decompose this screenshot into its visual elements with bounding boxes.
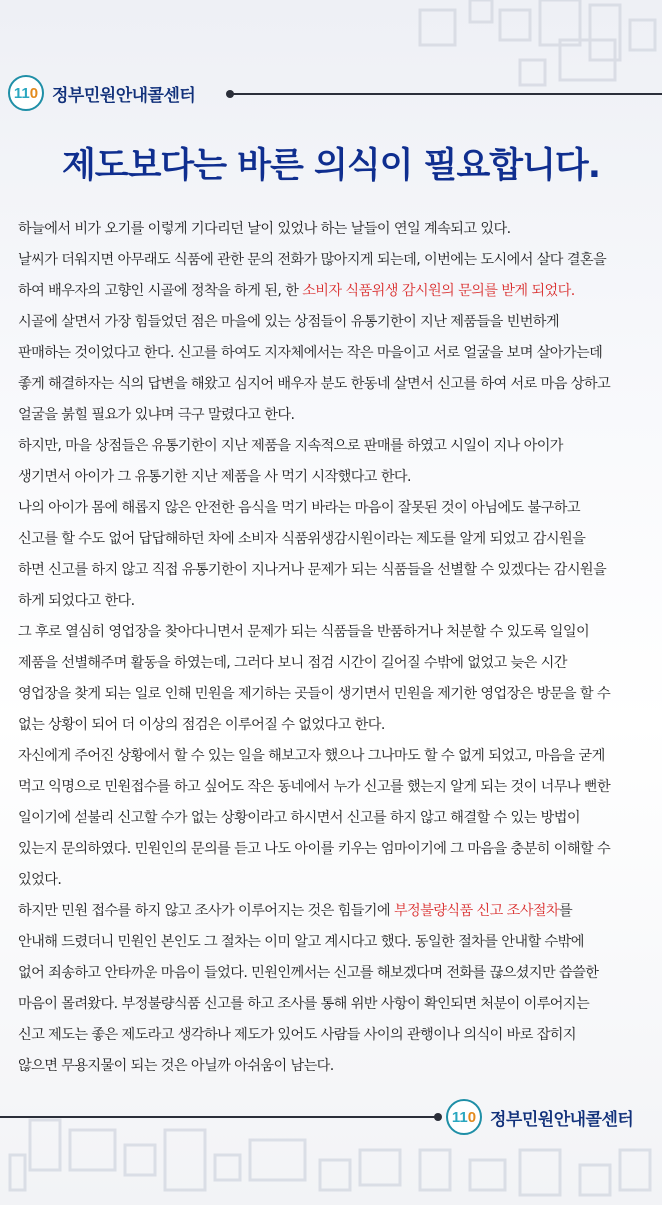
logo-number-one: 11: [13, 84, 30, 102]
header-logo: [8, 73, 195, 113]
text-segment: 하여 배우자의 고향인 시골에 정착을 하게 된, 한: [18, 283, 303, 299]
header-divider-cap: [226, 90, 234, 98]
logo-110-icon: [8, 75, 44, 111]
highlighted-text: 부정불량식품 신고 조사절차: [393, 903, 560, 919]
text-line: 마음이 몰려왔다. 부정불량식품 신고를 하고 조사를 통해 위반 사항이 확인되면 처분이 이루어지는: [18, 996, 590, 1012]
highlighted-text: 소비자 식품위생 감시원의 문의를 받게 되었다.: [302, 283, 575, 299]
text-line: 제품을 선별해주며 활동을 하였는데, 그러다 보니 점검 시간이 길어질 수밖에 없었고 늦은 시간: [18, 655, 567, 671]
text-line: 하늘에서 비가 오기를 이렇게 기다리던 날이 있었나 하는 날들이 연일 계속되고 있다.: [18, 221, 511, 237]
text-line: 하지만, 마을 상점들은 유통기한이 지난 제품을 지속적으로 판매를 하였고 시일이 지나 아이가: [18, 438, 563, 454]
text-line: 일이기에 섣불리 신고할 수가 없는 상황이라고 하시면서 신고를 하지 않고 해결할 수 있는 방법이: [18, 810, 580, 826]
text-line: 판매하는 것이었다고 한다. 신고를 하여도 지자체에서는 작은 마을이고 서로 얼굴을 보며 살아가는데: [18, 345, 603, 361]
logo-number-one: 11: [451, 1108, 468, 1126]
text-line: 있는지 문의하였다. 민원인의 문의를 듣고 나도 아이를 키우는 엄마이기에 그 마음을 충분히 이해할 수: [18, 841, 611, 857]
logo-number-zero: 0: [467, 1108, 477, 1126]
text-line: 그 후로 열심히 영업장을 찾아다니면서 문제가 되는 식품들을 반품하거나 처분할 수 있도록 일일이: [18, 624, 590, 640]
footer-divider-cap: [434, 1113, 442, 1121]
text-line: [18, 276, 658, 307]
footer-divider: [0, 1116, 440, 1118]
page-title: 제도보다는 바른 의식이 필요합니다.: [61, 146, 600, 186]
text-segment: 를: [559, 903, 573, 919]
logo-number-zero: 0: [29, 84, 39, 102]
text-line: 신고를 할 수도 없어 답답해하던 차에 소비자 식품위생감시원이라는 제도를 알게 되었고 감시원을: [18, 531, 586, 547]
article-body: [18, 214, 658, 1082]
text-segment: 하지만 민원 접수를 하지 않고 조사가 이루어지는 것은 힘들기에: [18, 903, 394, 919]
text-line: 얼굴을 붉힐 필요가 있냐며 극구 말렸다고 한다.: [18, 407, 295, 423]
text-line: 안내해 드렸더니 민원인 본인도 그 절차는 이미 알고 계시다고 했다. 동일한 절차를 안내할 수밖에: [18, 934, 584, 950]
brand-name: 정부민원안내콜센터: [52, 85, 196, 106]
text-line: 신고 제도는 좋은 제도라고 생각하나 제도가 있어도 사람들 사이의 관행이나 의식이 바로 잡히지: [18, 1027, 577, 1043]
text-line: 좋게 해결하자는 식의 답변을 해왔고 심지어 배우자 분도 한동네 살면서 신고를 하여 서로 마음 상하고: [18, 376, 611, 392]
text-line: 하면 신고를 하지 않고 직접 유통기한이 지나거나 문제가 되는 식품들을 선별할 수 있겠다는 감시원을: [18, 562, 607, 578]
text-line: 시골에 살면서 가장 힘들었던 점은 마을에 있는 상점들이 유통기한이 지난 제품들을 빈번하게: [18, 314, 560, 330]
brand-name: 정부민원안내콜센터: [490, 1109, 634, 1130]
text-line: 않으면 무용지물이 되는 것은 아닐까 아쉬움이 남는다.: [18, 1058, 334, 1074]
text-line: [18, 896, 658, 927]
text-line: 나의 아이가 몸에 해롭지 않은 안전한 음식을 먹기 바라는 마음이 잘못된 것이 아님에도 불구하고: [18, 500, 580, 516]
text-line: 하게 되었다고 한다.: [18, 593, 135, 609]
text-line: 없는 상황이 되어 더 이상의 점검은 이루어질 수 없었다고 한다.: [18, 717, 385, 733]
text-line: 생기면서 아이가 그 유통기한 지난 제품을 사 먹기 시작했다고 한다.: [18, 469, 411, 485]
header-divider: [228, 93, 662, 95]
footer-logo: [446, 1097, 633, 1137]
text-line: 자신에게 주어진 상황에서 할 수 있는 일을 해보고자 했으나 그나마도 할 수 없게 되었고, 마음을 굳게: [18, 748, 605, 764]
text-line: 먹고 익명으로 민원접수를 하고 싶어도 작은 동네에서 누가 신고를 했는지 알게 되는 것이 너무나 뻔한: [18, 779, 611, 795]
text-line: 영업장을 찾게 되는 일로 인해 민원을 제기하는 곳들이 생기면서 민원을 제기한 영업장은 방문을 할 수: [18, 686, 611, 702]
text-line: 날씨가 더워지면 아무래도 식품에 관한 문의 전화가 많아지게 되는데, 이번에는 도시에서 살다 결혼을: [18, 252, 607, 268]
logo-110-icon: [446, 1099, 482, 1135]
text-line: 있었다.: [18, 872, 62, 888]
text-line: 없어 죄송하고 안타까운 마음이 들었다. 민원인께서는 신고를 해보겠다며 전화를 끊으셨지만 씁쓸한: [18, 965, 599, 981]
